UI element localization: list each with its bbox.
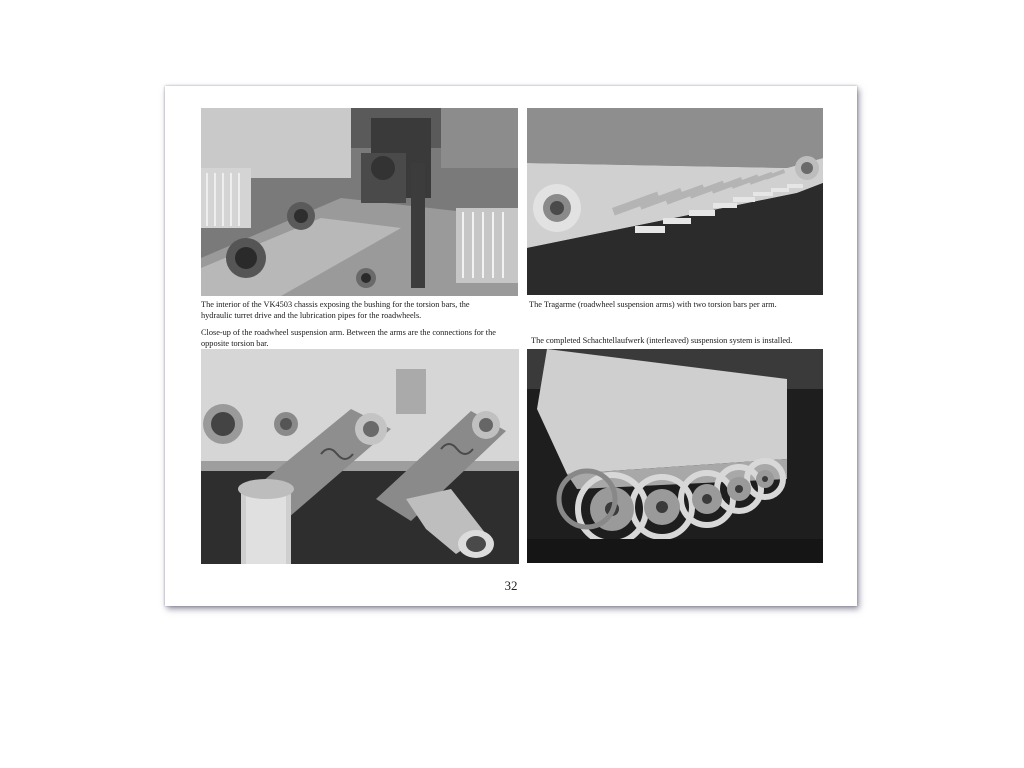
caption-suspension-arms-row: The Tragarme (roadwheel suspension arms) with two torsion bars per arm. [529,300,777,309]
photo-suspension-arm-closeup [201,349,519,564]
caption-suspension-arm-closeup: Close-up of the roadwheel suspension arm. Between the arms are the connections for the opposite torsion bar. [201,328,496,348]
caption-chassis-interior: The interior of the VK4503 chassis exposing the bushing for the torsion bars, the hydraulic turret drive and the lubrication pipes for the roadwheels. [201,300,470,320]
photo-suspension-arms-row [527,108,823,295]
photo-chassis-interior [201,108,518,296]
book-page [165,86,857,606]
page-number: 32 [504,578,518,593]
photo-interleaved-roadwheels [527,349,823,563]
caption-interleaved-roadwheels: The completed Schachtellaufwerk (interleaved) suspension system is installed. [531,336,793,345]
